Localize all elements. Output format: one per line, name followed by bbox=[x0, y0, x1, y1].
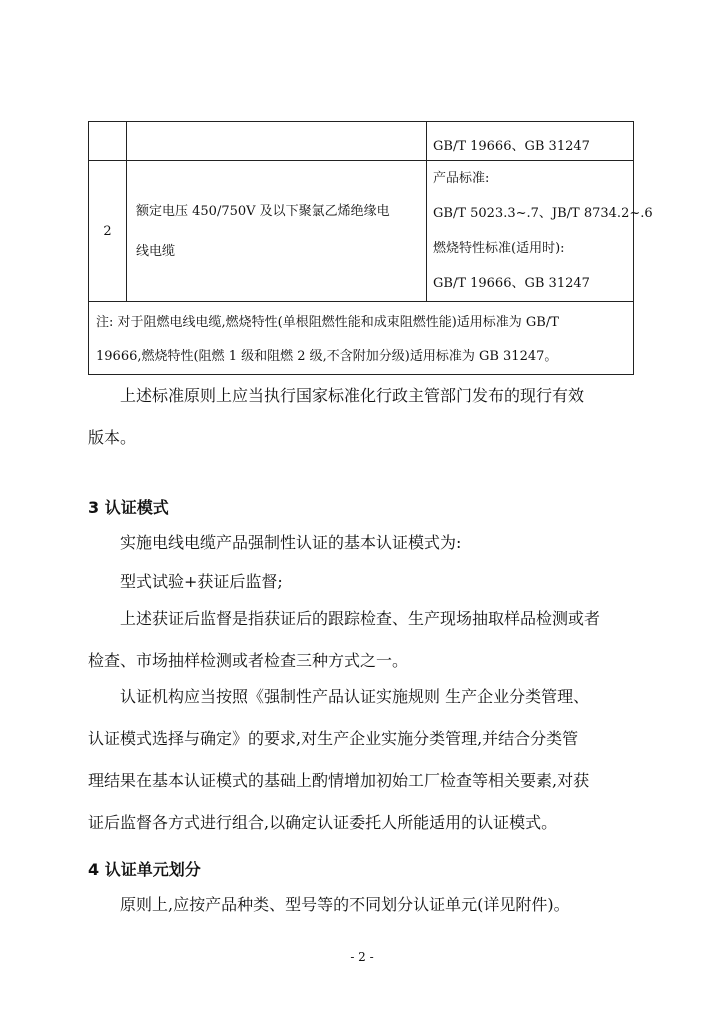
table-row bbox=[89, 122, 634, 161]
section-heading: 3 认证模式 bbox=[88, 498, 169, 517]
text-line: 原则上,应按产品种类、型号等的不同划分认证单元(详见附件)。 bbox=[120, 895, 570, 914]
text-line: 理结果在基本认证模式的基础上酌情增加初始工厂检查等相关要素,对获 bbox=[88, 771, 590, 790]
text-line: 检查、市场抽样检测或者检查三种方式之一。 bbox=[88, 651, 409, 670]
table-note bbox=[89, 302, 634, 375]
table-cell-name bbox=[127, 122, 427, 161]
note-line: 注: 对于阻燃电线电缆,燃烧特性(单根阻燃性能和成束阻燃性能)适用标准为 GB/T bbox=[96, 315, 559, 330]
paragraph bbox=[88, 375, 636, 459]
text-line: 证后监督各方式进行组合,以确定认证委托人所能适用的认证模式。 bbox=[88, 813, 558, 832]
standard-line: 燃烧特性标准(适用时): bbox=[433, 241, 565, 256]
table-cell-number: 2 bbox=[89, 161, 127, 302]
text-line: 认证模式选择与确定》的要求,对生产企业实施分类管理,并结合分类管 bbox=[88, 729, 579, 748]
text-line: 版本。 bbox=[88, 428, 137, 447]
standard-line: GB/T 5023.3~.7、JB/T 8734.2~.6 bbox=[433, 206, 653, 221]
paragraph bbox=[88, 676, 636, 844]
text-line: 实施电线电缆产品强制性认证的基本认证模式为: bbox=[120, 533, 462, 552]
paragraph bbox=[88, 884, 636, 926]
standards-table bbox=[88, 121, 653, 375]
table-cell-standard bbox=[427, 161, 653, 302]
table-cell-standard bbox=[427, 122, 634, 161]
paragraph bbox=[88, 561, 636, 603]
note-line: 19666,燃烧特性(阻燃 1 级和阻燃 2 级,不含附加分级)适用标准为 GB 31247。 bbox=[96, 349, 558, 364]
page-number: - 2 - bbox=[350, 950, 374, 964]
table-note-row bbox=[89, 302, 634, 375]
standard-line: 产品标准: bbox=[433, 171, 490, 186]
paragraph bbox=[88, 522, 636, 564]
text-line: 上述获证后监督是指获证后的跟踪检查、生产现场抽取样品检测或者 bbox=[120, 609, 601, 628]
product-name-line: 线电缆 bbox=[136, 244, 176, 259]
text-line: 认证机构应当按照《强制性产品认证实施规则 生产企业分类管理、 bbox=[120, 687, 590, 706]
table-cell-name bbox=[127, 161, 427, 302]
section-heading: 4 认证单元划分 bbox=[88, 860, 201, 879]
text-line: 上述标准原则上应当执行国家标准化行政主管部门发布的现行有效 bbox=[120, 386, 585, 405]
table-cell-number bbox=[89, 122, 127, 161]
text-line: 型式试验+获证后监督; bbox=[120, 572, 283, 591]
table-row bbox=[89, 161, 634, 302]
product-name-line: 额定电压 450/750V 及以下聚氯乙烯绝缘电 bbox=[136, 204, 390, 219]
standard-line: GB/T 19666、GB 31247 bbox=[433, 276, 590, 291]
paragraph bbox=[88, 598, 636, 682]
standard-line: GB/T 19666、GB 31247 bbox=[433, 139, 590, 154]
